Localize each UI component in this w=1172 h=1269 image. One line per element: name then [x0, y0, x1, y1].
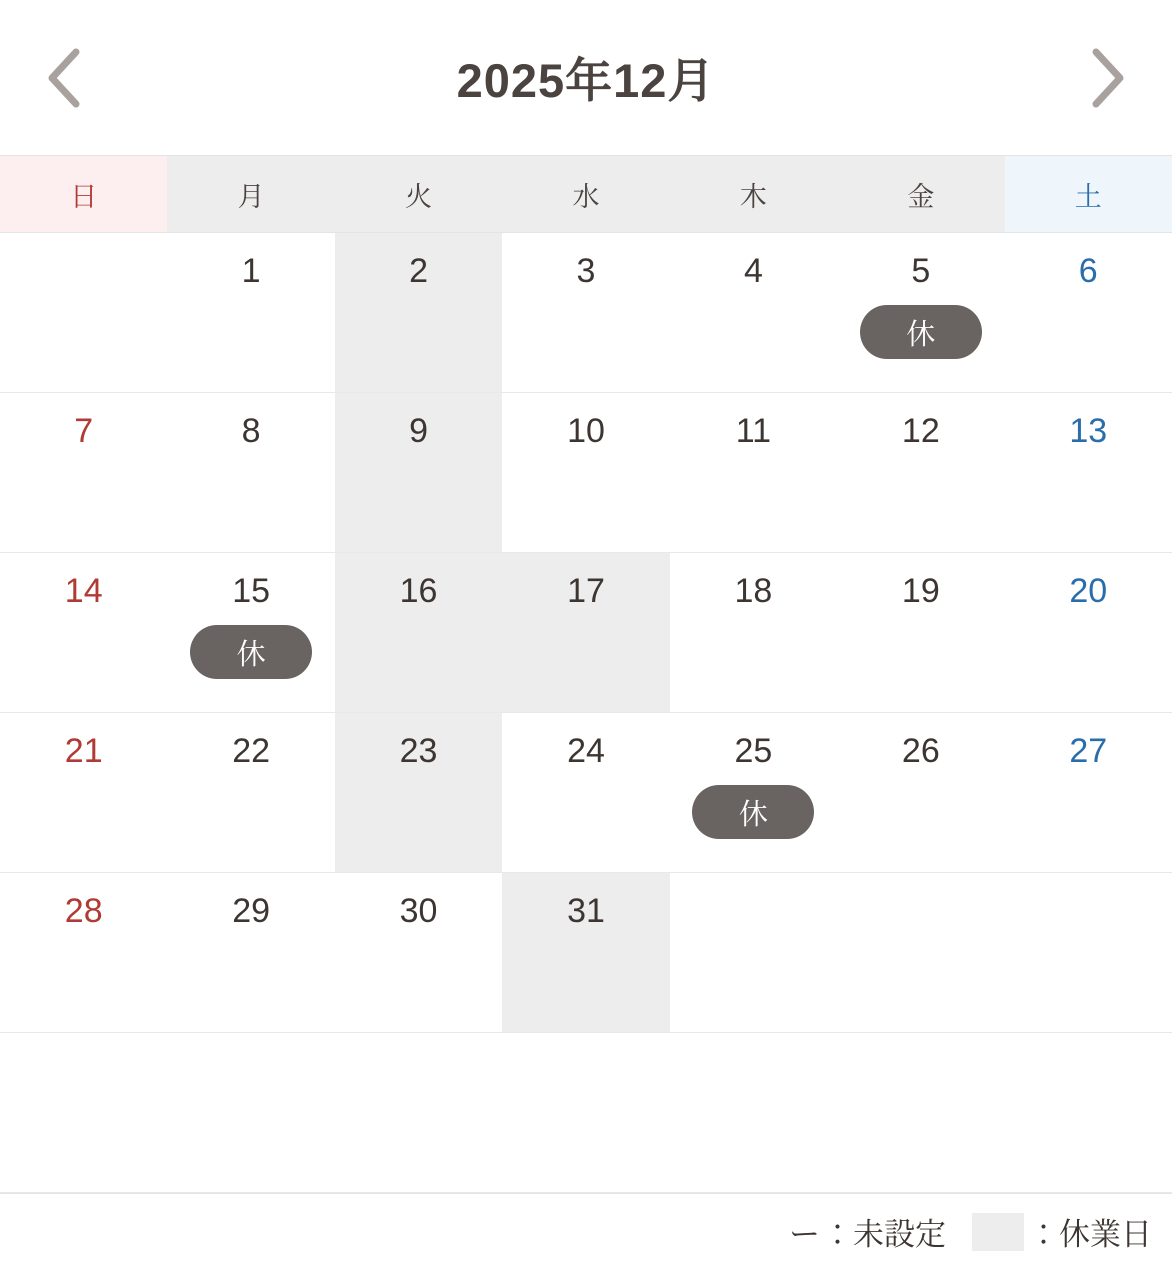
day-number: 4: [743, 252, 763, 290]
calendar-day-cell[interactable]: [837, 553, 1004, 712]
calendar-day-cell[interactable]: [502, 713, 669, 872]
day-number: 20: [1069, 572, 1108, 610]
weekday-header-thu: 木: [670, 156, 837, 232]
calendar-empty-cell: [335, 1033, 502, 1192]
calendar-week-row: [0, 873, 1172, 1033]
calendar-week-row: [0, 1033, 1172, 1193]
legend-closed-swatch-icon: [972, 1213, 1024, 1251]
calendar-week-row: [0, 713, 1172, 873]
calendar-day-cell[interactable]: [335, 873, 502, 1032]
legend-item-unset: [789, 1209, 946, 1254]
day-number: 8: [241, 412, 261, 450]
calendar-day-cell[interactable]: [837, 713, 1004, 872]
weekday-header-tue: 火: [335, 156, 502, 232]
calendar-day-cell[interactable]: [1005, 713, 1172, 872]
legend-dash-icon: ー: [789, 1217, 820, 1252]
day-number: 26: [901, 732, 940, 770]
calendar-day-cell[interactable]: [335, 713, 502, 872]
day-number: 18: [734, 572, 773, 610]
calendar-empty-cell: [502, 1033, 669, 1192]
calendar-day-cell[interactable]: [167, 233, 334, 392]
calendar-week-row: [0, 553, 1172, 713]
calendar-empty-cell: [1005, 873, 1172, 1032]
holiday-badge[interactable]: 休: [190, 625, 312, 679]
calendar-day-cell[interactable]: [0, 553, 167, 712]
day-number: 1: [241, 252, 261, 290]
calendar-day-cell[interactable]: [502, 873, 669, 1032]
legend-unset-label: ：未設定: [822, 1217, 946, 1252]
calendar-empty-cell: [167, 1033, 334, 1192]
day-number: 6: [1078, 252, 1098, 290]
calendar-week-row: [0, 393, 1172, 553]
calendar-day-cell[interactable]: [1005, 553, 1172, 712]
day-number: 16: [399, 572, 438, 610]
day-number: 11: [735, 412, 772, 450]
page-title: 2025年12月: [456, 54, 716, 107]
calendar-day-cell[interactable]: [837, 393, 1004, 552]
calendar-day-cell[interactable]: [670, 393, 837, 552]
day-number: 5: [911, 252, 931, 290]
calendar-empty-cell: [837, 1033, 1004, 1192]
weekday-header-fri: 金: [837, 156, 1004, 232]
day-number: 12: [901, 412, 940, 450]
day-number: 29: [232, 892, 271, 930]
calendar-empty-cell: [0, 1033, 167, 1192]
day-number: 2: [409, 252, 429, 290]
calendar-day-cell[interactable]: [335, 233, 502, 392]
calendar-day-cell[interactable]: [1005, 233, 1172, 392]
day-number: 22: [232, 732, 271, 770]
day-number: 25: [734, 732, 773, 770]
holiday-badge[interactable]: 休: [860, 305, 982, 359]
chevron-left-icon: [43, 47, 85, 109]
weekday-header-row: [0, 155, 1172, 233]
calendar-day-cell[interactable]: [0, 393, 167, 552]
weekday-header-sat: 土: [1005, 156, 1172, 232]
chevron-right-icon: [1087, 47, 1129, 109]
calendar-empty-cell: [670, 873, 837, 1032]
weekday-header-mon: 月: [167, 156, 334, 232]
calendar-day-cell[interactable]: [0, 713, 167, 872]
day-number: 30: [399, 892, 438, 930]
calendar-day-cell[interactable]: [335, 393, 502, 552]
calendar-day-cell[interactable]: [502, 553, 669, 712]
day-number: 10: [567, 412, 605, 450]
legend-closed-label: ：休業日: [1028, 1217, 1152, 1252]
calendar-empty-cell: [1005, 1033, 1172, 1192]
day-number: 9: [409, 412, 429, 450]
day-number: 31: [567, 892, 605, 930]
calendar-day-cell[interactable]: [167, 713, 334, 872]
day-number: 23: [399, 732, 438, 770]
calendar-empty-cell: [670, 1033, 837, 1192]
calendar-day-cell[interactable]: [670, 713, 837, 872]
calendar-day-cell[interactable]: [1005, 393, 1172, 552]
calendar-day-cell[interactable]: [502, 393, 669, 552]
prev-month-button[interactable]: [34, 48, 94, 108]
next-month-button[interactable]: [1078, 48, 1138, 108]
day-number: 27: [1069, 732, 1108, 770]
day-number: 3: [576, 252, 596, 290]
calendar-empty-cell: [837, 873, 1004, 1032]
day-number: 13: [1069, 412, 1108, 450]
day-number: 7: [74, 412, 94, 450]
day-number: 14: [64, 572, 103, 610]
day-number: 17: [567, 572, 605, 610]
day-number: 15: [232, 572, 271, 610]
calendar-week-row: [0, 233, 1172, 393]
legend-item-closed: [972, 1209, 1152, 1254]
calendar-header: [0, 0, 1172, 155]
legend: [0, 1193, 1172, 1269]
day-number: 21: [64, 732, 103, 770]
day-number: 28: [64, 892, 103, 930]
calendar-day-cell[interactable]: [167, 873, 334, 1032]
weekday-header-wed: 水: [502, 156, 669, 232]
calendar-day-cell[interactable]: [837, 233, 1004, 392]
calendar-empty-cell: [0, 233, 167, 392]
day-number: 19: [901, 572, 940, 610]
calendar-day-cell[interactable]: [0, 873, 167, 1032]
calendar-day-cell[interactable]: [670, 553, 837, 712]
calendar-day-cell[interactable]: [335, 553, 502, 712]
calendar-day-cell[interactable]: [502, 233, 669, 392]
calendar-grid: [0, 233, 1172, 1193]
weekday-header-sun: 日: [0, 156, 167, 232]
calendar-day-cell[interactable]: [167, 393, 334, 552]
calendar-day-cell[interactable]: [670, 233, 837, 392]
day-number: 24: [567, 732, 605, 770]
calendar-day-cell[interactable]: [167, 553, 334, 712]
holiday-badge[interactable]: 休: [692, 785, 814, 839]
